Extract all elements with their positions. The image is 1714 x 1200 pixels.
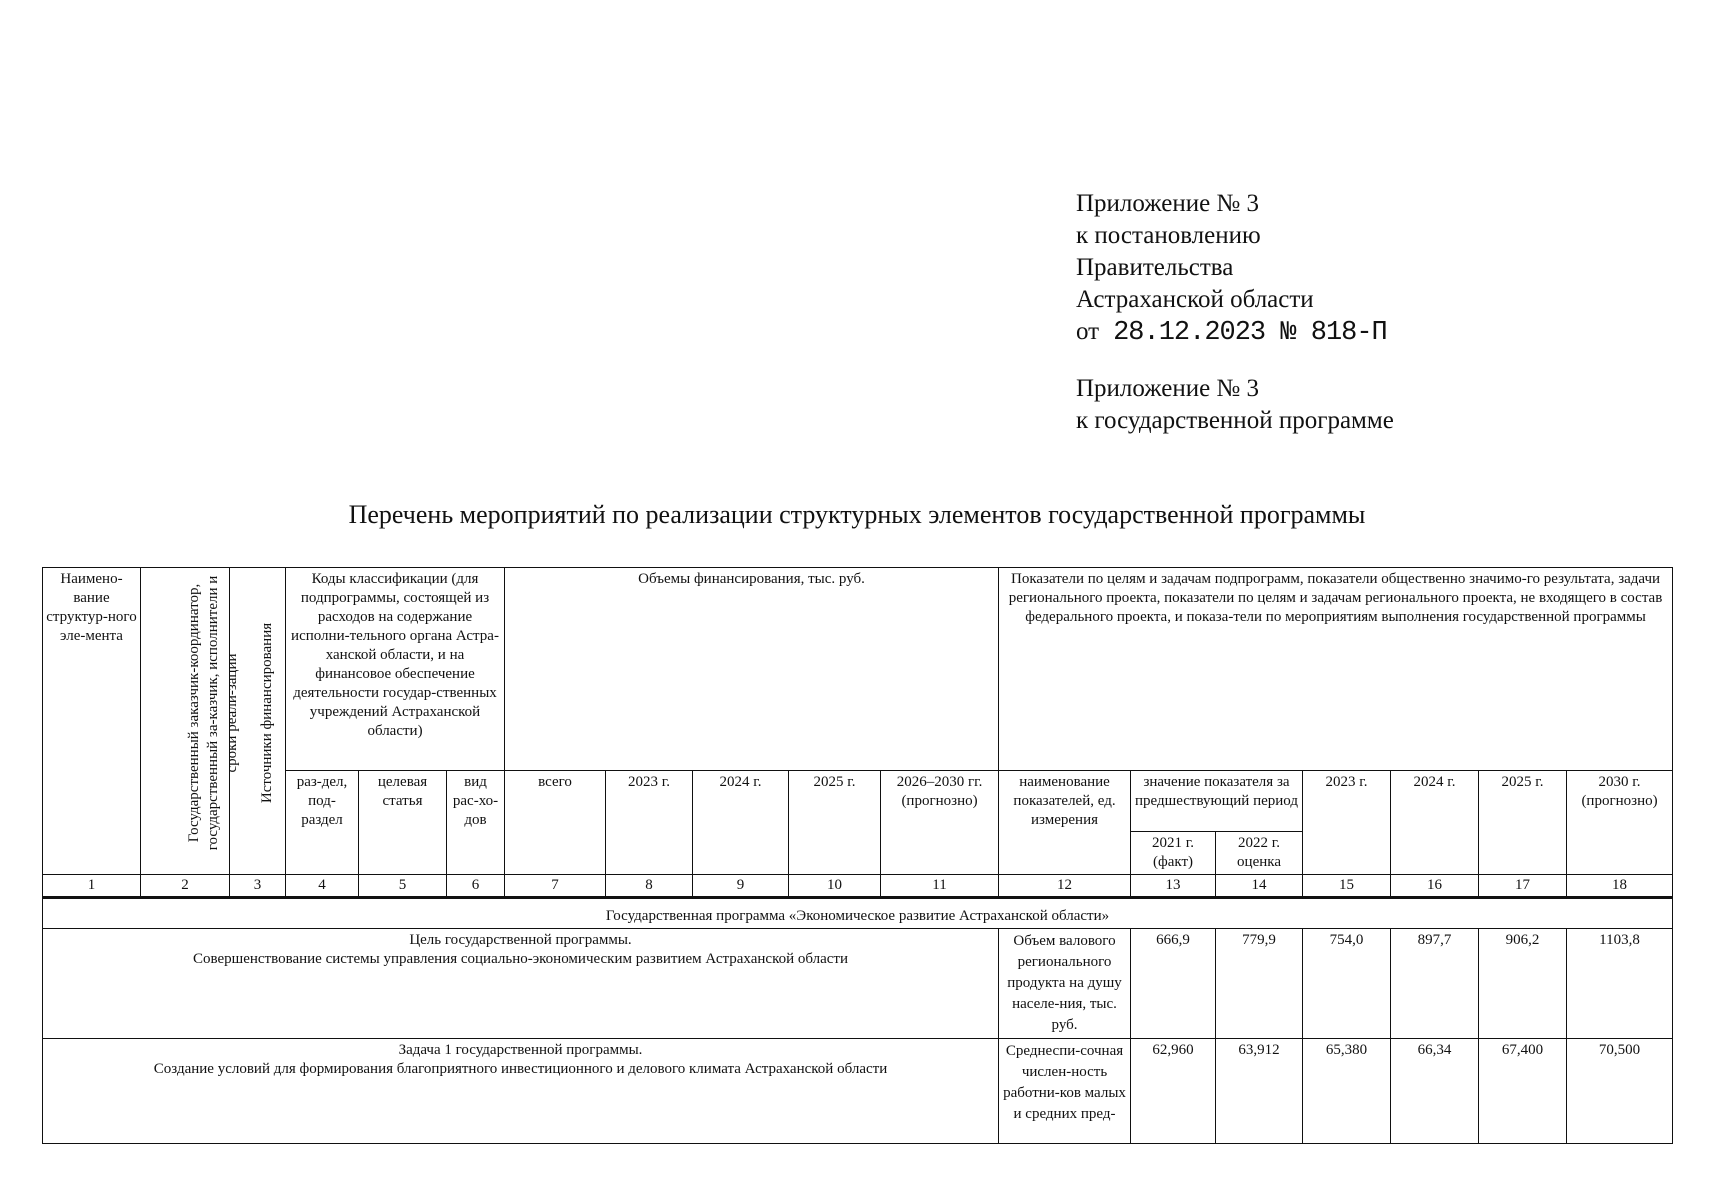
header-name: Наимено-вание структур-ного эле-мента (43, 568, 141, 875)
header-customer-text: Государственный заказчик-координатор, государственный за-казчик, исполнители и сроки реали-зации (186, 575, 240, 851)
value-cell: 70,500 (1567, 1039, 1673, 1144)
header-2023: 2023 г. (606, 771, 693, 875)
header-row-2 (43, 771, 1673, 832)
header-ind-2024: 2024 г. (1391, 771, 1479, 875)
task-label-line-1: Задача 1 государственной программы. (398, 1042, 643, 1058)
value-cell: 1103,8 (1567, 929, 1673, 1039)
value-cell: 754,0 (1303, 929, 1391, 1039)
column-numbers-row (43, 875, 1673, 898)
col-num: 16 (1391, 875, 1479, 898)
header-2026-2030: 2026–2030 гг. (прогнозно) (881, 771, 999, 875)
header-2025: 2025 г. (789, 771, 881, 875)
header-ind-2025: 2025 г. (1479, 771, 1567, 875)
header-ind-2030: 2030 г. (прогнозно) (1567, 771, 1673, 875)
task-label (43, 1039, 999, 1144)
col-num: 2 (141, 875, 230, 898)
header-sources (230, 568, 286, 875)
value-cell: 66,34 (1391, 1039, 1479, 1144)
table-row (43, 1039, 1673, 1144)
header-codes: Коды классификации (для подпрограммы, состоящей из расходов на содержание исполни-тельного органа Астра-ханской области, и на финансовое обеспечение деятельности государ-ственных учреждений Астраханской области) (286, 568, 505, 771)
col-num: 4 (286, 875, 359, 898)
appendix2-line-1: Приложение № 3 (1076, 375, 1260, 402)
header-prev-value: значение показателя за предшествующий период (1131, 771, 1303, 832)
date-prefix: от (1076, 318, 1100, 345)
program-title: Государственная программа «Экономическое развитие Астраханской области» (43, 898, 1673, 929)
value-cell: 666,9 (1131, 929, 1216, 1039)
appendix-line-1: Приложение № 3 (1076, 190, 1260, 217)
header-sources-text: Источники финансирования (258, 622, 275, 804)
col-num: 13 (1131, 875, 1216, 898)
appendix-line-4: Астраханской области (1076, 286, 1314, 313)
goal-indicator: Объем валового регионального продукта на душу населе-ния, тыс. руб. (999, 929, 1131, 1039)
appendix-program-block (1076, 373, 1394, 437)
col-num: 3 (230, 875, 286, 898)
appendix-line-2: к постановлению (1076, 222, 1261, 249)
goal-label-line-2: Совершенствование системы управления социально-экономическим развитием Астраханской области (192, 951, 849, 967)
header-row-1 (43, 568, 1673, 771)
col-num: 10 (789, 875, 881, 898)
date-stamp: 28.12.2023 № 818-П (1113, 318, 1387, 348)
value-cell: 62,960 (1131, 1039, 1216, 1144)
document-title: Перечень мероприятий по реализации структурных элементов государственной программы (348, 500, 1366, 529)
col-num: 11 (881, 875, 999, 898)
col-num: 17 (1479, 875, 1567, 898)
header-2024: 2024 г. (693, 771, 789, 875)
value-cell: 67,400 (1479, 1039, 1567, 1144)
col-num: 1 (43, 875, 141, 898)
value-cell: 63,912 (1216, 1039, 1303, 1144)
task-label-line-2: Создание условий для формирования благоприятного инвестиционного и делового климата Астраханской области (153, 1061, 888, 1077)
appendix-block (1076, 188, 1387, 349)
appendix-date-line (1076, 316, 1387, 349)
col-num: 12 (999, 875, 1131, 898)
measures-table (42, 567, 1673, 1144)
appendix2-line-2: к государственной программе (1076, 407, 1394, 434)
program-row (43, 898, 1673, 929)
col-num: 6 (447, 875, 505, 898)
header-indicator-name: наименование показателей, ед. измерения (999, 771, 1131, 875)
col-num: 9 (693, 875, 789, 898)
header-article: целевая статья (359, 771, 447, 875)
header-section: раз-дел, под-раздел (286, 771, 359, 875)
header-exp-type: вид рас-хо-дов (447, 771, 505, 875)
col-num: 8 (606, 875, 693, 898)
value-cell: 65,380 (1303, 1039, 1391, 1144)
col-num: 14 (1216, 875, 1303, 898)
value-cell: 906,2 (1479, 929, 1567, 1039)
header-total: всего (505, 771, 606, 875)
header-2022: 2022 г. оценка (1216, 832, 1303, 875)
col-num: 18 (1567, 875, 1673, 898)
col-num: 5 (359, 875, 447, 898)
header-customer (141, 568, 240, 875)
col-num: 15 (1303, 875, 1391, 898)
header-funding: Объемы финансирования, тыс. руб. (505, 568, 999, 771)
header-indicators: Показатели по целям и задачам подпрограмм, показатели общественно значимо-го результата, задачи регионального проекта, показатели по целям и задачам регионального проекта, не входящего в состав федерального проекта, и показа-тели по мероприятиям выполнения государственной программы (999, 568, 1673, 771)
col-num: 7 (505, 875, 606, 898)
task-indicator: Среднеспи-сочная числен-ность работни-ков малых и средних пред- (999, 1039, 1131, 1144)
value-cell: 897,7 (1391, 929, 1479, 1039)
header-2021: 2021 г. (факт) (1131, 832, 1216, 875)
appendix-line-3: Правительства (1076, 254, 1234, 281)
header-ind-2023: 2023 г. (1303, 771, 1391, 875)
value-cell: 779,9 (1216, 929, 1303, 1039)
goal-label (43, 929, 999, 1039)
table-row (43, 929, 1673, 1039)
goal-label-line-1: Цель государственной программы. (409, 932, 632, 948)
